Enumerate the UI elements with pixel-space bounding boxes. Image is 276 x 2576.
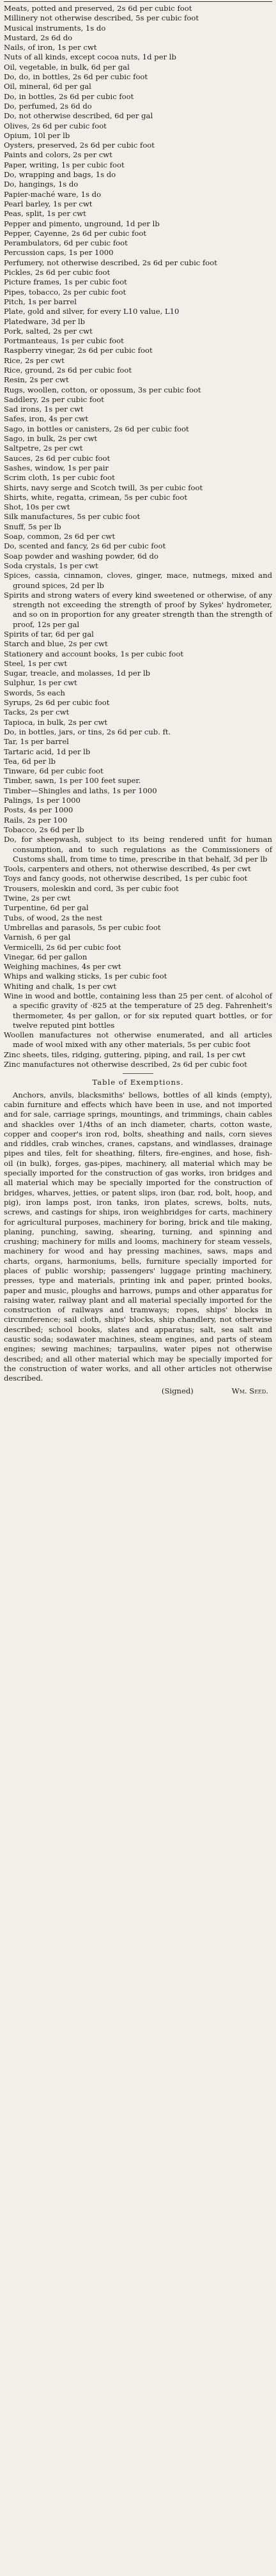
tariff-entry: Scrim cloth, 1s per cubic foot xyxy=(4,473,115,483)
tariff-entry: Paints and colors, 2s per cwt xyxy=(4,150,112,160)
tariff-entry: Sauces, 2s 6d per cubic foot xyxy=(4,453,111,463)
tariff-entry: Papier-maché ware, 1s do xyxy=(4,189,102,199)
tariff-entry: Shot, 10s per cwt xyxy=(4,502,70,512)
tariff-entry: Resin, 2s per cwt xyxy=(4,375,69,385)
tariff-entry: Saddlery, 2s per cubic foot xyxy=(4,394,104,404)
tariff-entry: Timber, sawn, 1s per 100 feet super. xyxy=(4,776,141,786)
tariff-entry: Vermicelli, 2s 6d per cubic foot xyxy=(4,942,121,952)
exemptions-heading: Table of Exemptions. xyxy=(92,1078,184,1087)
tariff-entry: Silk manufactures, 5s per cubic foot xyxy=(4,512,141,522)
tariff-entry: Umbrellas and parasols, 5s per cubic foot xyxy=(4,922,161,932)
tariff-entry: Posts, 4s per 1000 xyxy=(4,805,73,815)
tariff-entry: Sulphur, 1s per cwt xyxy=(4,678,77,688)
tariff-entry: Olives, 2s 6d per cubic foot xyxy=(4,121,107,130)
tariff-entry: Sad irons, 1s per cwt xyxy=(4,405,84,414)
tariff-entry: Palings, 1s per 1000 xyxy=(4,796,80,805)
tariff-entry: Tobacco, 2s 6d per lb xyxy=(4,825,84,834)
tariff-entry: Millinery not otherwise described, 5s per cubic foot xyxy=(4,13,199,23)
tariff-entry: Shirts, white, regatta, crimean, 5s per cubic foot xyxy=(4,492,188,502)
tariff-entry: Opium, 10l per lb xyxy=(4,130,70,140)
tariff-entry: Safes, iron, 4s per cwt xyxy=(4,414,88,424)
tariff-entry: Nails, of iron, 1s per cwt xyxy=(4,43,97,52)
tariff-entry: Tacks, 2s per cwt xyxy=(4,708,70,717)
tariff-entry: Vinegar, 6d per gallon xyxy=(4,952,88,961)
tariff-entry: Raspberry vinegar, 2s 6d per cubic foot xyxy=(4,346,153,355)
tariff-entry: Sashes, window, 1s per pair xyxy=(4,463,109,472)
tariff-entry: Timber—Shingles and laths, 1s per 1000 xyxy=(4,786,157,795)
tariff-entry: Varnish, 6 per gal xyxy=(4,933,71,942)
tariff-entry: Pepper and pimento, unground, 1d per lb xyxy=(4,219,160,228)
tariff-entry: Spices, cassia, cinnamon, cloves, ginger, mace, nutmegs, mixed and ground spices, 2d per lb xyxy=(4,571,272,590)
tariff-entry: Soap, common, 2s 6d per cwt xyxy=(4,532,115,541)
tariff-entry: Mustard, 2s 6d do xyxy=(4,33,73,42)
tariff-entry: Toys and fancy goods, not otherwise described, 1s per cubic foot xyxy=(4,874,248,883)
tariff-entry: Paper, writing, 1s per cubic foot xyxy=(4,160,125,169)
tariff-entry: Do, do, in bottles, 2s 6d per cubic foot xyxy=(4,72,148,82)
tariff-entry: Whiting and chalk, 1s per cwt xyxy=(4,981,117,991)
tariff-entry: Tapioca, in bulk, 2s per cwt xyxy=(4,717,108,727)
tariff-entry: Tar, 1s per barrel xyxy=(4,737,69,747)
tariff-entry: Perfumery, not otherwise described, 2s 6d per cubic foot xyxy=(4,258,217,267)
tariff-entry: Pickles, 2s 6d per cubic foot xyxy=(4,268,111,277)
tariff-entry: Sugar, treacle, and molasses, 1d per lb xyxy=(4,669,151,678)
tariff-entry: Soap powder and washing powder, 6d do xyxy=(4,551,158,561)
tariff-entry: Platedware, 3d per lb xyxy=(4,316,86,326)
tariff-entry: Whips and walking sticks, 1s per cubic foot xyxy=(4,972,167,981)
tariff-entry: Nuts of all kinds, except cocoa nuts, 1d per lb xyxy=(4,52,176,62)
tariff-entry: Do, scented and fancy, 2s 6d per cubic foot xyxy=(4,541,166,551)
tariff-entry: Tubs, of wood, 2s the nest xyxy=(4,913,103,922)
tariff-entry: Zinc sheets, tiles, ridging, guttering, piping, and rail, 1s per cwt xyxy=(4,1050,246,1059)
tariff-entry: Do, perfumed, 2s 6d do xyxy=(4,101,92,111)
tariff-entry: Portmanteaus, 1s per cubic foot xyxy=(4,336,124,346)
tariff-entry: Do, in bottles, 2s 6d per cubic foot xyxy=(4,91,134,101)
tariff-entry: Do, wrapping and bags, 1s do xyxy=(4,170,116,180)
tariff-entry: Do, not otherwise described, 6d per gal xyxy=(4,111,153,121)
tariff-entry: Tartaric acid, 1d per lb xyxy=(4,747,91,756)
tariff-entry: Wine in wood and bottle, containing less than 25 per cent. of alcohol of a specific gravity of ·825 at the temperature of 25 deg. Fahrenheit's thermometer, 4s per gallon, or for six reputed quart bottles, or for twelve reputed pint bottles xyxy=(4,991,272,1030)
tariff-entry: Do, for sheepwash, subject to its being rendered unfit for human consumption, and to such regulations as the Commissioners of Customs shall, from time to time, prescribe in that behalf, 3d per lb xyxy=(4,835,272,864)
signature-line xyxy=(4,1386,272,1396)
top-rule xyxy=(4,1,272,2)
tariff-entry: Rugs, woollen, cotton, or opossum, 3s per cubic foot xyxy=(4,385,201,394)
tariff-entry: Pepper, Cayenne, 2s 6d per cubic foot xyxy=(4,228,147,238)
tariff-entry: Percussion caps, 1s per 1000 xyxy=(4,248,114,258)
tariff-entry: Perambulators, 6d per cubic foot xyxy=(4,238,128,248)
tariff-entry: Trousers, moleskin and cord, 3s per cubic foot xyxy=(4,883,179,893)
tariff-entry: Zinc manufactures not otherwise described, 2s 6d per cubic foot xyxy=(4,1060,247,1069)
tariff-entry: Shirts, navy serge and Scotch twill, 3s per cubic foot xyxy=(4,483,203,492)
tariff-entry: Swords, 5s each xyxy=(4,688,65,697)
exemptions-body: Anchors, anvils, blacksmiths' bellows, bottles of all kinds (empty), cabin furniture and effects which have been in use, and not imported and for sale, carriage springs, mountings, and trimmings, chain cables and shackles over 1/4ths of an inch diameter, charts, cotton waste, copper and cooper's iron rod, bolts, sheathing and nails, corn sieves and riddles, crab winches, cranes, capstans, and windlasses, drainage pipes and tiles, felt for sheathing, filters, fire-engines, and hose, fish-oil (in bulk), forges, gas-pipes, machinery, all material which may be specially imported for the construction of gas works, iron bridges and all material which may be specially imported for the construction of bridges, wharves, jetties, or patent slips, iron (bar, rod, bolt, hoop, and pig), iron lamps post, iron tanks, iron plates, screws, bolts, nuts, screws, and castings for ships, iron weighbridges for carts, machinery for agricultural purposes, machinery for boring, brick and tile making, planing, punching, sawing, shearing, turning, and spinning and crushing; machinery for mills and looms, machinery for steam vessels, machinery for wood and hay pressing machines, saws, maps and charts, organs, harmoniums, bells, furniture specially imported for places of public worship; passengers' luggage printing machinery, presses, type and materials, printing ink and paper, printed books, paper and music, ploughs and harrows, pumps and other apparatus for raising water, railway plant and all material specially imported for the construction of railways and tramways; ropes, ships' blocks in circumference; sail cloth, ships' blocks, ship chandlery, not otherwise described; school books, slates and apparatus; salt, sea salt and caustic soda; sodawater machines, steam engines, and parts of steam engines; sewing machines; tarpaulins, water pipes not otherwise described; and all other material which may be specially imported for the construction of water works, and all other articles not otherwise described. xyxy=(4,1090,272,1383)
tariff-entry: Oil, mineral, 6d per gal xyxy=(4,82,91,91)
tariff-entry: Musical instruments, 1s do xyxy=(4,23,106,33)
tariff-entry: Saltpetre, 2s per cwt xyxy=(4,444,83,453)
signed-label: (Signed) xyxy=(161,1386,194,1395)
signatory-name: Wm. Seed. xyxy=(231,1386,268,1395)
tariff-entry: Snuff, 5s per lb xyxy=(4,522,61,531)
tariff-entry: Pitch, 1s per barrel xyxy=(4,297,77,306)
tariff-entry: Spirits of tar, 6d per gal xyxy=(4,630,94,639)
tariff-entry: Pork, salted, 2s per cwt xyxy=(4,326,93,336)
tariff-entry: Twine, 2s per cwt xyxy=(4,894,71,903)
tariff-entry: Stationery and account books, 1s per cubic foot xyxy=(4,649,184,658)
tariff-entry: Sago, in bottles or canisters, 2s 6d per cubic foot xyxy=(4,424,189,433)
tariff-entry: Spirits and strong waters of every kind sweetened or otherwise, of any strength not exceeding the strength of proof by Sykes' hydrometer, and so on in proportion for any greater strength than the strength of proof, 12s per gal xyxy=(4,590,272,629)
tariff-entries xyxy=(4,4,272,1069)
tariff-entry: Rice, 2s per cwt xyxy=(4,355,65,365)
tariff-entry: Starch and blue, 2s per cwt xyxy=(4,639,108,649)
tariff-entry: Oysters, preserved, 2s 6d per cubic foot xyxy=(4,141,155,150)
tariff-entry: Steel, 1s per cwt xyxy=(4,658,67,668)
tariff-entry: Woollen manufactures not otherwise enumerated, and all articles made of wool mixed with any other materials, 5s per cubic foot xyxy=(4,1030,272,1050)
tariff-entry: Rice, ground, 2s 6d per cubic foot xyxy=(4,365,132,375)
tariff-entry: Do, in bottles, jars, or tins, 2s 6d per cub. ft. xyxy=(4,727,171,736)
tariff-entry: Weighing machines, 4s per cwt xyxy=(4,962,121,972)
tariff-entry: Syrups, 2s 6d per cubic foot xyxy=(4,698,110,708)
tariff-entry: Pearl barley, 1s per cwt xyxy=(4,199,93,208)
tariff-entry: Sago, in bulk, 2s per cwt xyxy=(4,434,98,444)
tariff-entry: Meats, potted and preserved, 2s 6d per cubic foot xyxy=(4,4,192,13)
document-column xyxy=(4,0,272,1396)
tariff-entry: Rails, 2s per 100 xyxy=(4,815,68,825)
tariff-entry: Soda crystals, 1s per cwt xyxy=(4,561,98,570)
tariff-entry: Turpentine, 6d per gal xyxy=(4,903,89,913)
tariff-entry: Peas, split, 1s per cwt xyxy=(4,209,86,219)
tariff-entry: Tea, 6d per lb xyxy=(4,756,56,766)
tariff-entry: Do, hangings, 1s do xyxy=(4,180,79,189)
tariff-entry: Plate, gold and silver, for every L10 value, L10 xyxy=(4,307,180,316)
section-separator xyxy=(123,1073,153,1074)
tariff-entry: Pipes, tobacco, 2s per cubic foot xyxy=(4,287,126,297)
tariff-entry: Oil, vegetable, in bulk, 6d per gal xyxy=(4,62,130,72)
tariff-entry: Picture frames, 1s per cubic foot xyxy=(4,277,127,287)
tariff-entry: Tinware, 6d per cubic foot xyxy=(4,766,103,776)
tariff-entry: Tools, carpenters and others, not otherwise described, 4s per cwt xyxy=(4,864,251,874)
